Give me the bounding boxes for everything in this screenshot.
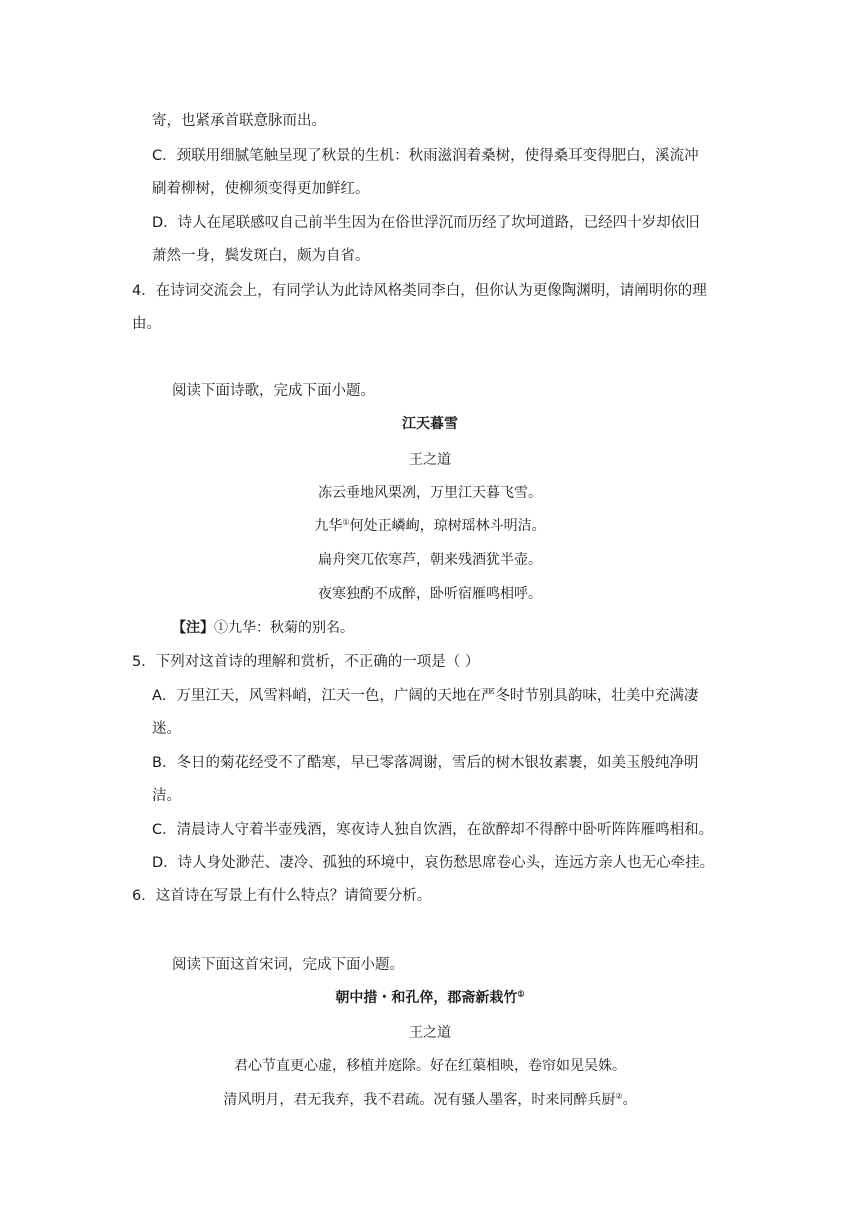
q3-continuation: 寄，也紧承首联意脉而出。: [152, 113, 326, 129]
poem1-line1: 冻云垂地风栗冽，万里江天暮飞雪。: [318, 485, 542, 501]
q3-option-d-line1: D．诗人在尾联感叹自己前半生因为在俗世浮沉而历经了坎坷道路，已经四十岁却依旧: [152, 215, 700, 231]
q3-option-c-line2: 刷着柳树，使柳须变得更加鲜红。: [152, 181, 370, 197]
poem1-line3: 扁舟突兀依寒芦，朝来残酒犹半壶。: [318, 552, 542, 568]
poem2-instruction: 阅读下面这首宋词，完成下面小题。: [172, 957, 404, 973]
q5-option-d: D．诗人身处渺茫、凄冷、孤独的环境中，哀伤愁思席卷心头，连远方亲人也无心牵挂。: [152, 855, 715, 871]
footnote-marker: ①: [342, 517, 350, 527]
poem2-title: 朝中措・和孔倅，郡斋新栽竹①: [335, 988, 525, 1006]
poem1-title: 江天暮雪: [402, 416, 458, 432]
q4-stem-line2: 由。: [132, 316, 161, 332]
poem1-line4: 夜寒独酌不成醉，卧听宿雁鸣相呼。: [318, 586, 542, 602]
q5-option-b-line1: B．冬日的菊花经受不了酷寒，早已零落凋谢，雪后的树木银妆素裹，如美玉般纯净明: [152, 755, 699, 771]
footnote-marker: ①: [517, 988, 525, 999]
q5-option-a-line2: 迷。: [152, 721, 181, 737]
poem1-note: 【注】①九华：秋菊的别名。: [172, 620, 354, 636]
poem1-line2: 九华①何处正嶙峋，琼树瑶林斗明洁。: [314, 517, 546, 534]
q5-option-b-line2: 洁。: [152, 788, 181, 804]
q5-stem: 5．下列对这首诗的理解和赏析，不正确的一项是（ ）: [132, 654, 480, 670]
footnote-marker: ②: [615, 1091, 623, 1101]
poem2-line2: 清风明月，君无我弃，我不君疏。况有骚人墨客，时来同醉兵厨②。: [223, 1091, 637, 1108]
q5-option-a-line1: A．万里江天，风雪料峭，江天一色，广阔的天地在严冬时节别具韵味，壮美中充满凄: [152, 688, 699, 704]
q4-stem-line1: 4．在诗词交流会上，有同学认为此诗风格类同李白，但你认为更像陶渊明，请阐明你的理: [132, 283, 707, 299]
q3-option-d-line2: 萧然一身，鬓发斑白，颇为自省。: [152, 248, 370, 264]
q5-option-c: C．清晨诗人守着半壶残酒，寒夜诗人独自饮酒，在欲醉却不得醉中卧听阵阵雁鸣相和。: [152, 822, 714, 838]
q6-stem: 6．这首诗在写景上有什么特点？请简要分析。: [132, 888, 432, 904]
poem2-line1: 君心节直更心虚，移植并庭除。好在红蕖相映，卷帘如见吴姝。: [234, 1058, 626, 1074]
poem1-author: 王之道: [409, 452, 451, 468]
poem1-instruction: 阅读下面诗歌，完成下面小题。: [172, 383, 375, 399]
note-label: 【注】: [172, 620, 214, 636]
poem2-author: 王之道: [409, 1025, 451, 1041]
q3-option-c-line1: C．颈联用细腻笔触呈现了秋景的生机：秋雨滋润着桑树，使得桑耳变得肥白，溪流冲: [152, 148, 699, 164]
